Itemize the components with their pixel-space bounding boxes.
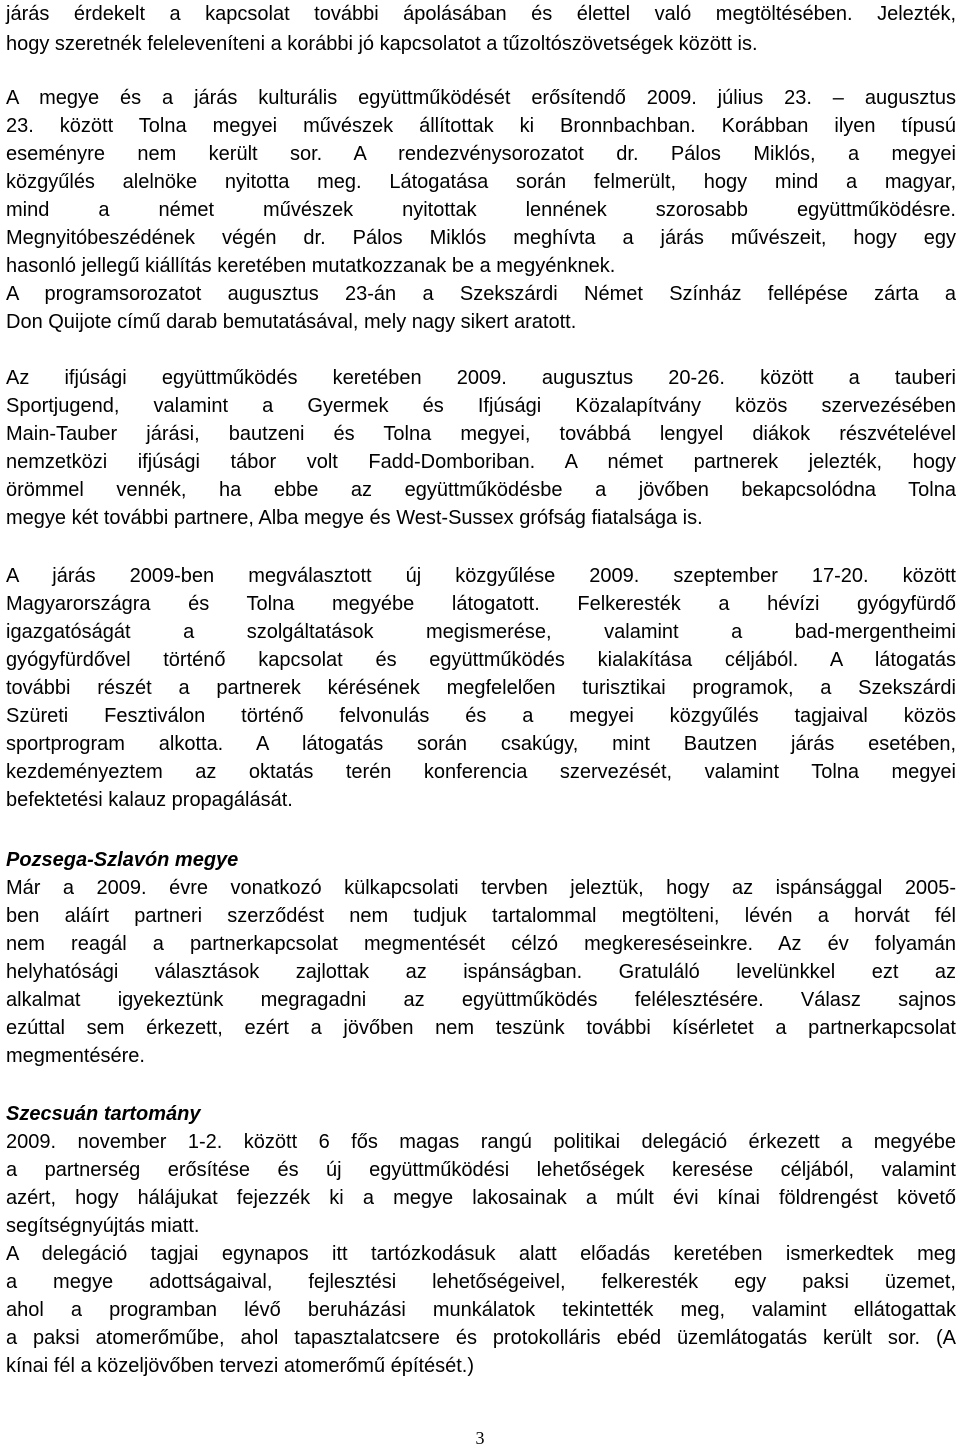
text-line: Szüreti Fesztiválon történő felvonulás és a megyei közgyűlés tagjaival közös (6, 705, 956, 727)
text-line: a megye adottságaival, fejlesztési lehetőségeivel, felkeresték egy paksi üzemet, (6, 1271, 956, 1293)
text-line: helyhatósági választások zajlottak az ispánságban. Gratuláló levelünkkel ezt az (6, 961, 956, 983)
text-line: hogy szeretnék feleleveníteni a korábbi jó kapcsolatot a tűzoltószövetségek között is. (6, 33, 758, 55)
text-line: a paksi atomerőműbe, ahol tapasztalatcsere és protokolláris ebéd üzemlátogatás került sor. (A (6, 1327, 956, 1349)
text-line: ben aláírt partneri szerződést nem tudjuk tartalommal megtölteni, lévén a horvát fél (6, 905, 956, 927)
text-line: Az ifjúsági együttműködés keretében 2009. augusztus 20-26. között a tauberi (6, 367, 956, 389)
text-line: közgyűlés alelnöke nyitotta meg. Látogatása során felmerült, hogy mind a magyar, (6, 171, 956, 193)
text-line: Magyarországra és Tolna megyébe látogatott. Felkeresték a hévízi gyógyfürdő (6, 593, 956, 615)
text-line: A megye és a járás kulturális együttműködését erősítendő 2009. július 23. – augusztus (6, 87, 956, 109)
text-line: alkalmat igyekeztünk megragadni az együttműködés felélesztésére. Válasz sajnos (6, 989, 956, 1011)
text-line: A delegáció tagjai egynapos itt tartózkodásuk alatt előadás keretében ismerkedtek meg (6, 1243, 956, 1265)
text-line: járás érdekelt a kapcsolat további ápolásában és élettel való megtöltésében. Jelezték, (6, 3, 956, 25)
text-line: ezúttal sem érkezett, ezért a jövőben nem teszünk további kísérletet a partnerkapcsolat (6, 1017, 956, 1039)
text-line: Sportjugend, valamint a Gyermek és Ifjúsági Közalapítvány közös szervezésében (6, 395, 956, 417)
text-line: megye két további partnere, Alba megye és West-Sussex grófság fiatalsága is. (6, 507, 703, 529)
text-line: Már a 2009. évre vonatkozó külkapcsolati tervben jeleztük, hogy az ispánsággal 2005- (6, 877, 956, 899)
text-line: befektetési kalauz propagálását. (6, 789, 293, 811)
text-line: eseményre nem került sor. A rendezvénysorozatot dr. Pálos Miklós, a megyei (6, 143, 956, 165)
text-line: kezdeményeztem az oktatás terén konferencia szervezését, valamint Tolna megyei (6, 761, 956, 783)
text-line: segítségnyújtás miatt. (6, 1215, 200, 1237)
text-line: azért, hogy hálájukat fejezzék ki a megye lakosainak a múlt évi kínai földrengést követő (6, 1187, 956, 1209)
text-line: megmentésére. (6, 1045, 145, 1067)
text-line: további részét a partnerek kérésének megfelelően turisztikai programok, a Szekszárdi (6, 677, 956, 699)
text-line: 23. között Tolna megyei művészek állítottak ki Bronnbachban. Korábban ilyen típusú (6, 115, 956, 137)
text-line: örömmel vennék, ha ebbe az együttműködésbe a jövőben bekapcsolódna Tolna (6, 479, 956, 501)
text-line: Main-Tauber járási, bautzeni és Tolna megyei, továbbá lengyel diákok részvételével (6, 423, 956, 445)
text-line: 2009. november 1-2. között 6 fős magas rangú politikai delegáció érkezett a megyébe (6, 1131, 956, 1153)
page-number: 3 (475, 1428, 485, 1448)
text-line: ahol a programban lévő beruházási munkálatok tekintették meg, valamint ellátogattak (6, 1299, 956, 1321)
text-line: hasonló jellegű kiállítás keretében mutatkozzanak be a megyénknek. (6, 255, 616, 277)
text-line: A programsorozatot augusztus 23-án a Szekszárdi Német Színház fellépése zárta a (6, 283, 956, 305)
text-line: igazgatóságát a szolgáltatások megismerése, valamint a bad-mergentheimi (6, 621, 956, 643)
text-line: Don Quijote című darab bemutatásával, mely nagy sikert aratott. (6, 311, 577, 333)
section-heading: Szecsuán tartomány (6, 1103, 201, 1125)
text-line: a partnerség erősítése és új együttműködési lehetőségek keresése céljából, valamint (6, 1159, 956, 1181)
text-line: mind a német művészek nyitottak lennének szorosabb együttműködésre. (6, 199, 956, 221)
text-line: sportprogram alkotta. A látogatás során csakúgy, mint Bautzen járás esetében, (6, 733, 956, 755)
section-heading: Pozsega-Szlavón megye (6, 849, 239, 871)
text-line: A járás 2009-ben megválasztott új közgyűlése 2009. szeptember 17-20. között (6, 565, 956, 587)
text-line: nemzetközi ifjúsági tábor volt Fadd-Domboriban. A német partnerek jelezték, hogy (6, 451, 956, 473)
text-line: kínai fél a közeljövőben tervezi atomerőmű építését.) (6, 1355, 475, 1377)
text-line: nem reagál a partnerkapcsolat megmentését célzó megkereséseinkre. Az év folyamán (6, 933, 956, 955)
text-line: gyógyfürdővel történő kapcsolat és együttműködés kialakítása céljából. A látogatás (6, 649, 956, 671)
text-line: Megnyitóbeszédének végén dr. Pálos Miklós meghívta a járás művészeit, hogy egy (6, 227, 956, 249)
